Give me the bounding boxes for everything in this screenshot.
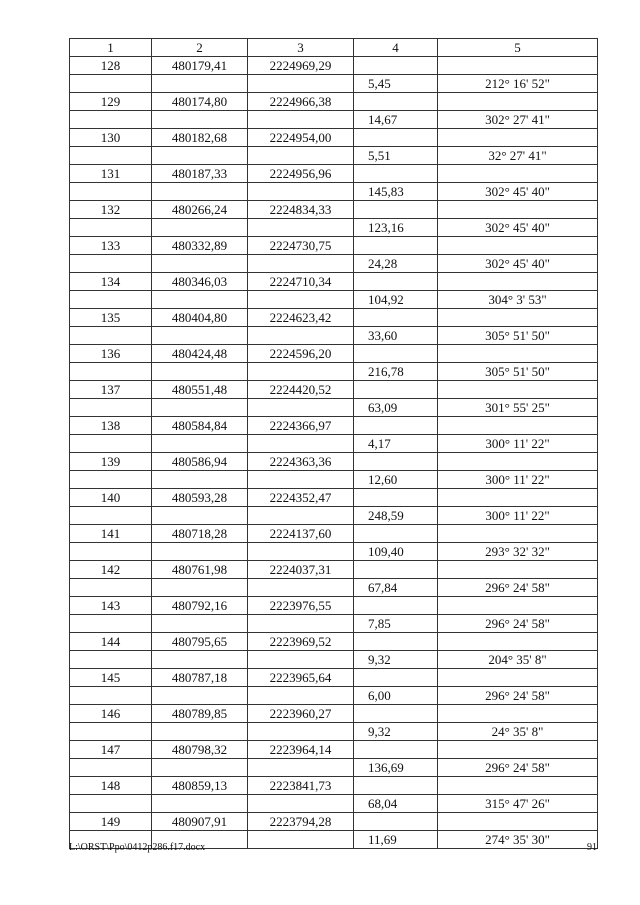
table-cell <box>152 543 248 561</box>
table-cell: 480424,48 <box>152 345 248 363</box>
table-cell: 204° 35' 8" <box>438 651 598 669</box>
table-cell: 216,78 <box>354 363 438 381</box>
table-cell: 302° 45' 40" <box>438 219 598 237</box>
table-row <box>70 453 598 471</box>
table-header-row <box>70 39 598 57</box>
table-cell: 2223964,14 <box>248 741 354 759</box>
table-cell <box>70 327 152 345</box>
table-cell <box>248 435 354 453</box>
table-cell: 300° 11' 22" <box>438 507 598 525</box>
table-cell <box>70 363 152 381</box>
table-cell: 132 <box>70 201 152 219</box>
table-cell <box>438 57 598 75</box>
table-cell: 480795,65 <box>152 633 248 651</box>
table-cell: 304° 3' 53" <box>438 291 598 309</box>
table-cell <box>70 435 152 453</box>
table-cell <box>248 687 354 705</box>
table-cell <box>70 111 152 129</box>
table-cell: 296° 24' 58" <box>438 759 598 777</box>
table-row <box>70 489 598 507</box>
table-cell: 2224352,47 <box>248 489 354 507</box>
table-cell <box>70 255 152 273</box>
table-cell <box>152 687 248 705</box>
table-row <box>70 363 598 381</box>
table-cell <box>248 471 354 489</box>
table-row <box>70 795 598 813</box>
table-cell: 2224834,33 <box>248 201 354 219</box>
footer-file-path: L:\ORST\Ppo\0412p286.f17.docx <box>69 842 206 853</box>
table-cell <box>354 777 438 795</box>
table-cell: 9,32 <box>354 723 438 741</box>
table-cell <box>152 399 248 417</box>
table-cell <box>248 75 354 93</box>
table-cell <box>248 255 354 273</box>
table-cell: 145,83 <box>354 183 438 201</box>
table-cell <box>248 183 354 201</box>
table-cell: 2223965,64 <box>248 669 354 687</box>
table-row <box>70 327 598 345</box>
table-cell <box>438 489 598 507</box>
table-cell: 480179,41 <box>152 57 248 75</box>
table-cell <box>248 579 354 597</box>
table-cell: 123,16 <box>354 219 438 237</box>
table-row <box>70 741 598 759</box>
table-cell <box>248 219 354 237</box>
table-cell <box>152 327 248 345</box>
table-cell: 480798,32 <box>152 741 248 759</box>
table-cell: 24,28 <box>354 255 438 273</box>
table-row <box>70 75 598 93</box>
table-cell: 11,69 <box>354 831 438 849</box>
table-cell: 4,17 <box>354 435 438 453</box>
table-row <box>70 813 598 831</box>
table-cell: 480593,28 <box>152 489 248 507</box>
table-cell <box>70 795 152 813</box>
table-cell: 480332,89 <box>152 237 248 255</box>
table-cell: 131 <box>70 165 152 183</box>
table-row <box>70 561 598 579</box>
table-cell <box>354 237 438 255</box>
table-cell <box>354 813 438 831</box>
table-cell <box>354 201 438 219</box>
column-header: 4 <box>354 39 438 57</box>
table-cell: 6,00 <box>354 687 438 705</box>
table-cell <box>248 363 354 381</box>
table-cell: 146 <box>70 705 152 723</box>
table-cell <box>70 507 152 525</box>
table-cell: 9,32 <box>354 651 438 669</box>
table-row <box>70 129 598 147</box>
table-cell: 480266,24 <box>152 201 248 219</box>
table-cell <box>438 777 598 795</box>
table-cell: 134 <box>70 273 152 291</box>
table-cell: 480174,80 <box>152 93 248 111</box>
table-cell: 480187,33 <box>152 165 248 183</box>
table-cell: 139 <box>70 453 152 471</box>
table-cell: 305° 51' 50" <box>438 327 598 345</box>
table-cell <box>152 471 248 489</box>
table-row <box>70 417 598 435</box>
table-cell <box>70 471 152 489</box>
table-cell: 480792,16 <box>152 597 248 615</box>
table-cell <box>70 579 152 597</box>
table-cell: 7,85 <box>354 615 438 633</box>
table-cell: 480907,91 <box>152 813 248 831</box>
table-row <box>70 687 598 705</box>
table-cell: 128 <box>70 57 152 75</box>
table-cell <box>152 255 248 273</box>
table-cell <box>354 57 438 75</box>
table-cell <box>248 651 354 669</box>
table-cell: 148 <box>70 777 152 795</box>
table-cell: 149 <box>70 813 152 831</box>
table-cell <box>248 615 354 633</box>
table-cell <box>152 723 248 741</box>
table-cell <box>152 579 248 597</box>
table-cell <box>354 561 438 579</box>
column-header: 2 <box>152 39 248 57</box>
table-cell <box>248 291 354 309</box>
table-cell <box>152 651 248 669</box>
table-cell <box>152 75 248 93</box>
table-cell: 301° 55' 25" <box>438 399 598 417</box>
table-cell <box>248 795 354 813</box>
table-cell <box>438 129 598 147</box>
table-row <box>70 57 598 75</box>
table-cell <box>70 291 152 309</box>
table-row <box>70 651 598 669</box>
table-row <box>70 705 598 723</box>
column-header: 3 <box>248 39 354 57</box>
table-cell: 12,60 <box>354 471 438 489</box>
table-cell <box>70 75 152 93</box>
table-cell <box>70 147 152 165</box>
table-cell: 2223841,73 <box>248 777 354 795</box>
table-cell <box>152 291 248 309</box>
table-cell: 109,40 <box>354 543 438 561</box>
table-cell <box>248 147 354 165</box>
table-cell <box>152 219 248 237</box>
table-cell: 2224730,75 <box>248 237 354 255</box>
table-cell: 2224420,52 <box>248 381 354 399</box>
table-cell <box>354 705 438 723</box>
table-cell <box>438 381 598 399</box>
table-row <box>70 597 598 615</box>
column-header: 1 <box>70 39 152 57</box>
table-cell <box>70 651 152 669</box>
table-cell: 300° 11' 22" <box>438 435 598 453</box>
table-cell: 141 <box>70 525 152 543</box>
table-cell: 140 <box>70 489 152 507</box>
table-cell <box>152 363 248 381</box>
table-cell <box>438 345 598 363</box>
table-cell: 2224366,97 <box>248 417 354 435</box>
table-cell <box>152 507 248 525</box>
table-cell <box>354 165 438 183</box>
table-row <box>70 273 598 291</box>
table-cell <box>438 633 598 651</box>
table-cell <box>354 273 438 291</box>
table-row <box>70 93 598 111</box>
table-cell <box>438 237 598 255</box>
table-cell <box>152 147 248 165</box>
table-cell: 2224710,34 <box>248 273 354 291</box>
table-row <box>70 291 598 309</box>
table-row <box>70 471 598 489</box>
table-cell: 480718,28 <box>152 525 248 543</box>
table-cell <box>438 669 598 687</box>
table-cell <box>152 615 248 633</box>
table-cell: 5,51 <box>354 147 438 165</box>
table-cell <box>438 309 598 327</box>
table-cell <box>70 183 152 201</box>
table-cell: 480789,85 <box>152 705 248 723</box>
table-cell <box>354 669 438 687</box>
table-row <box>70 219 598 237</box>
table-cell: 2224956,96 <box>248 165 354 183</box>
table-cell: 293° 32' 32" <box>438 543 598 561</box>
table-cell <box>438 165 598 183</box>
table-cell <box>354 93 438 111</box>
table-row <box>70 165 598 183</box>
table-cell <box>438 705 598 723</box>
table-row <box>70 579 598 597</box>
table-cell <box>70 687 152 705</box>
table-cell: 480859,13 <box>152 777 248 795</box>
table-row <box>70 345 598 363</box>
table-cell <box>354 345 438 363</box>
table-cell: 144 <box>70 633 152 651</box>
table-cell: 143 <box>70 597 152 615</box>
page-number: 91 <box>587 842 597 853</box>
table-cell <box>438 597 598 615</box>
table-cell <box>354 453 438 471</box>
table-row <box>70 381 598 399</box>
table-cell: 142 <box>70 561 152 579</box>
table-cell: 129 <box>70 93 152 111</box>
table-cell: 138 <box>70 417 152 435</box>
table-cell: 2224954,00 <box>248 129 354 147</box>
table-cell: 2224623,42 <box>248 309 354 327</box>
table-cell <box>248 111 354 129</box>
table-cell <box>354 489 438 507</box>
table-row <box>70 759 598 777</box>
table-cell <box>152 183 248 201</box>
table-cell: 212° 16' 52" <box>438 75 598 93</box>
table-cell: 2223794,28 <box>248 813 354 831</box>
table-cell: 137 <box>70 381 152 399</box>
table-cell: 2223960,27 <box>248 705 354 723</box>
table-cell: 2223976,55 <box>248 597 354 615</box>
table-cell: 2224966,38 <box>248 93 354 111</box>
table-cell <box>354 597 438 615</box>
table-cell: 480586,94 <box>152 453 248 471</box>
table-cell: 133 <box>70 237 152 255</box>
table-row <box>70 399 598 417</box>
table-cell: 480346,03 <box>152 273 248 291</box>
table-row <box>70 525 598 543</box>
table-cell: 2223969,52 <box>248 633 354 651</box>
table-cell: 305° 51' 50" <box>438 363 598 381</box>
table-cell: 33,60 <box>354 327 438 345</box>
table-cell <box>438 417 598 435</box>
table-row <box>70 147 598 165</box>
coordinates-table <box>69 38 598 849</box>
table-cell <box>248 543 354 561</box>
table-cell: 68,04 <box>354 795 438 813</box>
table-cell <box>354 525 438 543</box>
table-cell: 296° 24' 58" <box>438 615 598 633</box>
table-cell <box>70 399 152 417</box>
table-cell <box>70 219 152 237</box>
table-cell: 302° 45' 40" <box>438 255 598 273</box>
table-cell <box>354 309 438 327</box>
table-cell: 480404,80 <box>152 309 248 327</box>
table-cell: 135 <box>70 309 152 327</box>
table-row <box>70 723 598 741</box>
table-cell <box>438 93 598 111</box>
table-cell: 136 <box>70 345 152 363</box>
table-cell <box>152 111 248 129</box>
table-cell <box>248 507 354 525</box>
table-cell: 136,69 <box>354 759 438 777</box>
table-cell <box>438 273 598 291</box>
table-cell <box>248 831 354 849</box>
table-cell: 480584,84 <box>152 417 248 435</box>
table-row <box>70 633 598 651</box>
table-row <box>70 237 598 255</box>
table-cell <box>354 381 438 399</box>
table-row <box>70 615 598 633</box>
table-cell: 480551,48 <box>152 381 248 399</box>
table-cell: 104,92 <box>354 291 438 309</box>
column-header: 5 <box>438 39 598 57</box>
table-row <box>70 507 598 525</box>
table-cell <box>248 327 354 345</box>
table-cell: 2224596,20 <box>248 345 354 363</box>
table-cell <box>354 633 438 651</box>
table-cell: 67,84 <box>354 579 438 597</box>
table-cell: 130 <box>70 129 152 147</box>
table-cell <box>354 129 438 147</box>
table-row <box>70 777 598 795</box>
table-cell <box>70 723 152 741</box>
table-cell <box>438 525 598 543</box>
table-cell <box>438 813 598 831</box>
table-cell <box>70 543 152 561</box>
table-cell: 32° 27' 41" <box>438 147 598 165</box>
table-cell: 300° 11' 22" <box>438 471 598 489</box>
table-cell <box>152 759 248 777</box>
table-cell: 145 <box>70 669 152 687</box>
table-cell: 5,45 <box>354 75 438 93</box>
table-row <box>70 111 598 129</box>
table-row <box>70 543 598 561</box>
table-cell: 296° 24' 58" <box>438 579 598 597</box>
table-row <box>70 255 598 273</box>
table-cell <box>438 453 598 471</box>
table-cell <box>438 201 598 219</box>
table-cell: 2224969,29 <box>248 57 354 75</box>
table-cell <box>248 723 354 741</box>
table-cell <box>248 399 354 417</box>
table-cell: 24° 35' 8" <box>438 723 598 741</box>
table-cell: 63,09 <box>354 399 438 417</box>
table-cell <box>438 741 598 759</box>
table-cell: 480787,18 <box>152 669 248 687</box>
table-cell <box>438 561 598 579</box>
table-cell: 2224137,60 <box>248 525 354 543</box>
table-cell: 480182,68 <box>152 129 248 147</box>
table-row <box>70 183 598 201</box>
table-cell <box>354 417 438 435</box>
table-cell <box>70 759 152 777</box>
table-cell <box>152 435 248 453</box>
table-cell: 274° 35' 30" <box>438 831 598 849</box>
table-row <box>70 201 598 219</box>
table-cell: 147 <box>70 741 152 759</box>
table-cell: 2224363,36 <box>248 453 354 471</box>
table-row <box>70 435 598 453</box>
table-cell <box>70 615 152 633</box>
table-cell <box>152 795 248 813</box>
table-cell: 248,59 <box>354 507 438 525</box>
table-row <box>70 309 598 327</box>
table-row <box>70 669 598 687</box>
table-cell: 302° 27' 41" <box>438 111 598 129</box>
table-cell <box>354 741 438 759</box>
table-cell: 302° 45' 40" <box>438 183 598 201</box>
table-cell: 2224037,31 <box>248 561 354 579</box>
table-cell: 14,67 <box>354 111 438 129</box>
table-cell: 296° 24' 58" <box>438 687 598 705</box>
table-cell <box>248 759 354 777</box>
table-cell: 480761,98 <box>152 561 248 579</box>
table-cell: 315° 47' 26" <box>438 795 598 813</box>
